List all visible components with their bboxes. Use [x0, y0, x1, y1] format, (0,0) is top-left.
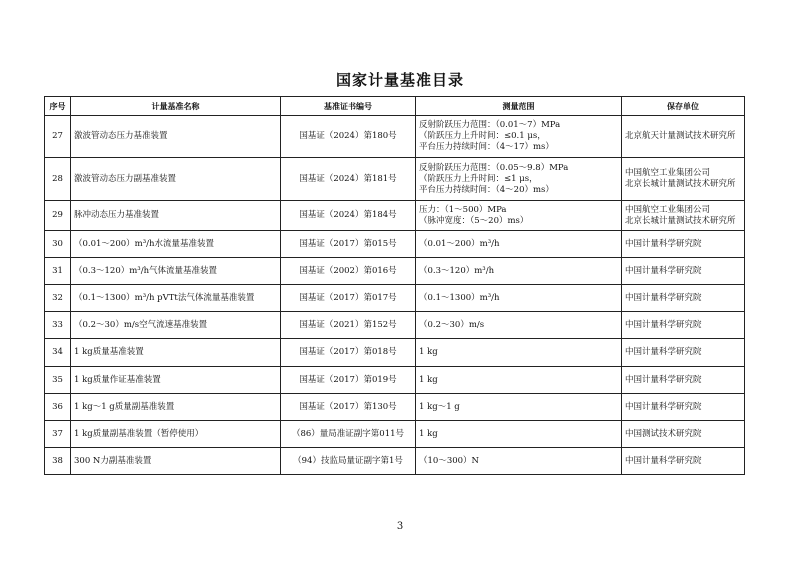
standard-name: 300 N力副基准装置 — [71, 448, 281, 475]
standard-name: 1 kg质量副基准装置（暂停使用） — [71, 421, 281, 448]
table-row — [45, 421, 745, 448]
certificate-number: （94）技监局量证副字第1号 — [281, 448, 416, 475]
certificate-number: 国基证（2021）第152号 — [281, 312, 416, 339]
row-number: 36 — [45, 394, 71, 421]
standard-name: 激波管动态压力副基准装置 — [71, 158, 281, 201]
standard-name: （0.1～1300）m³/h pVTt法气体流量基准装置 — [71, 285, 281, 312]
table-header-row — [45, 97, 745, 116]
table-row — [45, 158, 745, 201]
column-header-name: 计量基准名称 — [71, 97, 281, 116]
standard-name: （0.01～200）m³/h水流量基准装置 — [71, 231, 281, 258]
standards-table — [44, 96, 745, 475]
measurement-range: 1 kg — [416, 421, 622, 448]
measurement-range: （0.3～120）m³/h — [416, 258, 622, 285]
custodian-unit: 中国计量科学研究院 — [622, 312, 745, 339]
table-row — [45, 231, 745, 258]
table-row — [45, 116, 745, 158]
custodian-unit: 中国计量科学研究院 — [622, 367, 745, 394]
page-number: 3 — [396, 521, 404, 532]
custodian-unit: 中国计量科学研究院 — [622, 394, 745, 421]
column-header-cert: 基准证书编号 — [281, 97, 416, 116]
row-number: 33 — [45, 312, 71, 339]
row-number: 32 — [45, 285, 71, 312]
standard-name: 脉冲动态压力基准装置 — [71, 201, 281, 231]
table-row — [45, 201, 745, 231]
measurement-range: 反射阶跃压力范围：（0.05～9.8）MPa （阶跃压力上升时间：≤1 μs， 平台压力持续时间：（4～20）ms） — [416, 158, 622, 201]
standard-name: 1 kg质量作证基准装置 — [71, 367, 281, 394]
column-header-unit: 保存单位 — [622, 97, 745, 116]
measurement-range: （10～300）N — [416, 448, 622, 475]
certificate-number: 国基证（2002）第016号 — [281, 258, 416, 285]
row-number: 29 — [45, 201, 71, 231]
custodian-unit: 中国测试技术研究院 — [622, 421, 745, 448]
table-row — [45, 367, 745, 394]
measurement-range: （0.2～30）m/s — [416, 312, 622, 339]
table-row — [45, 312, 745, 339]
row-number: 34 — [45, 339, 71, 367]
measurement-range: 1 kg — [416, 339, 622, 367]
certificate-number: （86）量局准证副字第011号 — [281, 421, 416, 448]
certificate-number: 国基证（2024）第184号 — [281, 201, 416, 231]
custodian-unit: 中国计量科学研究院 — [622, 285, 745, 312]
row-number: 37 — [45, 421, 71, 448]
certificate-number: 国基证（2024）第180号 — [281, 116, 416, 158]
custodian-unit: 中国计量科学研究院 — [622, 448, 745, 475]
certificate-number: 国基证（2017）第019号 — [281, 367, 416, 394]
certificate-number: 国基证（2017）第130号 — [281, 394, 416, 421]
custodian-unit: 中国航空工业集团公司 北京长城计量测试技术研究所 — [622, 158, 745, 201]
measurement-range: 反射阶跃压力范围：（0.01～7）MPa （阶跃压力上升时间：≤0.1 μs， 平台压力持续时间：（4～17）ms） — [416, 116, 622, 158]
custodian-unit: 北京航天计量测试技术研究所 — [622, 116, 745, 158]
custodian-unit: 中国计量科学研究院 — [622, 258, 745, 285]
standard-name: 1 kg质量基准装置 — [71, 339, 281, 367]
row-number: 35 — [45, 367, 71, 394]
measurement-range: （0.01～200）m³/h — [416, 231, 622, 258]
custodian-unit: 中国计量科学研究院 — [622, 231, 745, 258]
measurement-range: 1 kg — [416, 367, 622, 394]
standard-name: 1 kg～1 g质量副基准装置 — [71, 394, 281, 421]
custodian-unit: 中国计量科学研究院 — [622, 339, 745, 367]
row-number: 38 — [45, 448, 71, 475]
row-number: 28 — [45, 158, 71, 201]
certificate-number: 国基证（2024）第181号 — [281, 158, 416, 201]
table-row — [45, 448, 745, 475]
certificate-number: 国基证（2017）第018号 — [281, 339, 416, 367]
table-row — [45, 339, 745, 367]
table-row — [45, 394, 745, 421]
custodian-unit: 中国航空工业集团公司 北京长城计量测试技术研究所 — [622, 201, 745, 231]
table-row — [45, 258, 745, 285]
column-header-range: 测量范围 — [416, 97, 622, 116]
row-number: 30 — [45, 231, 71, 258]
standard-name: 激波管动态压力基准装置 — [71, 116, 281, 158]
column-header-no: 序号 — [45, 97, 71, 116]
certificate-number: 国基证（2017）第017号 — [281, 285, 416, 312]
standard-name: （0.3～120）m³/h气体流量基准装置 — [71, 258, 281, 285]
standard-name: （0.2～30）m/s空气流速基准装置 — [71, 312, 281, 339]
certificate-number: 国基证（2017）第015号 — [281, 231, 416, 258]
row-number: 31 — [45, 258, 71, 285]
table-row — [45, 285, 745, 312]
page-title: 国家计量基准目录 — [335, 71, 464, 89]
row-number: 27 — [45, 116, 71, 158]
measurement-range: 1 kg～1 g — [416, 394, 622, 421]
measurement-range: 压力：（1～500）MPa （脉冲宽度：（5～20）ms） — [416, 201, 622, 231]
measurement-range: （0.1～1300）m³/h — [416, 285, 622, 312]
